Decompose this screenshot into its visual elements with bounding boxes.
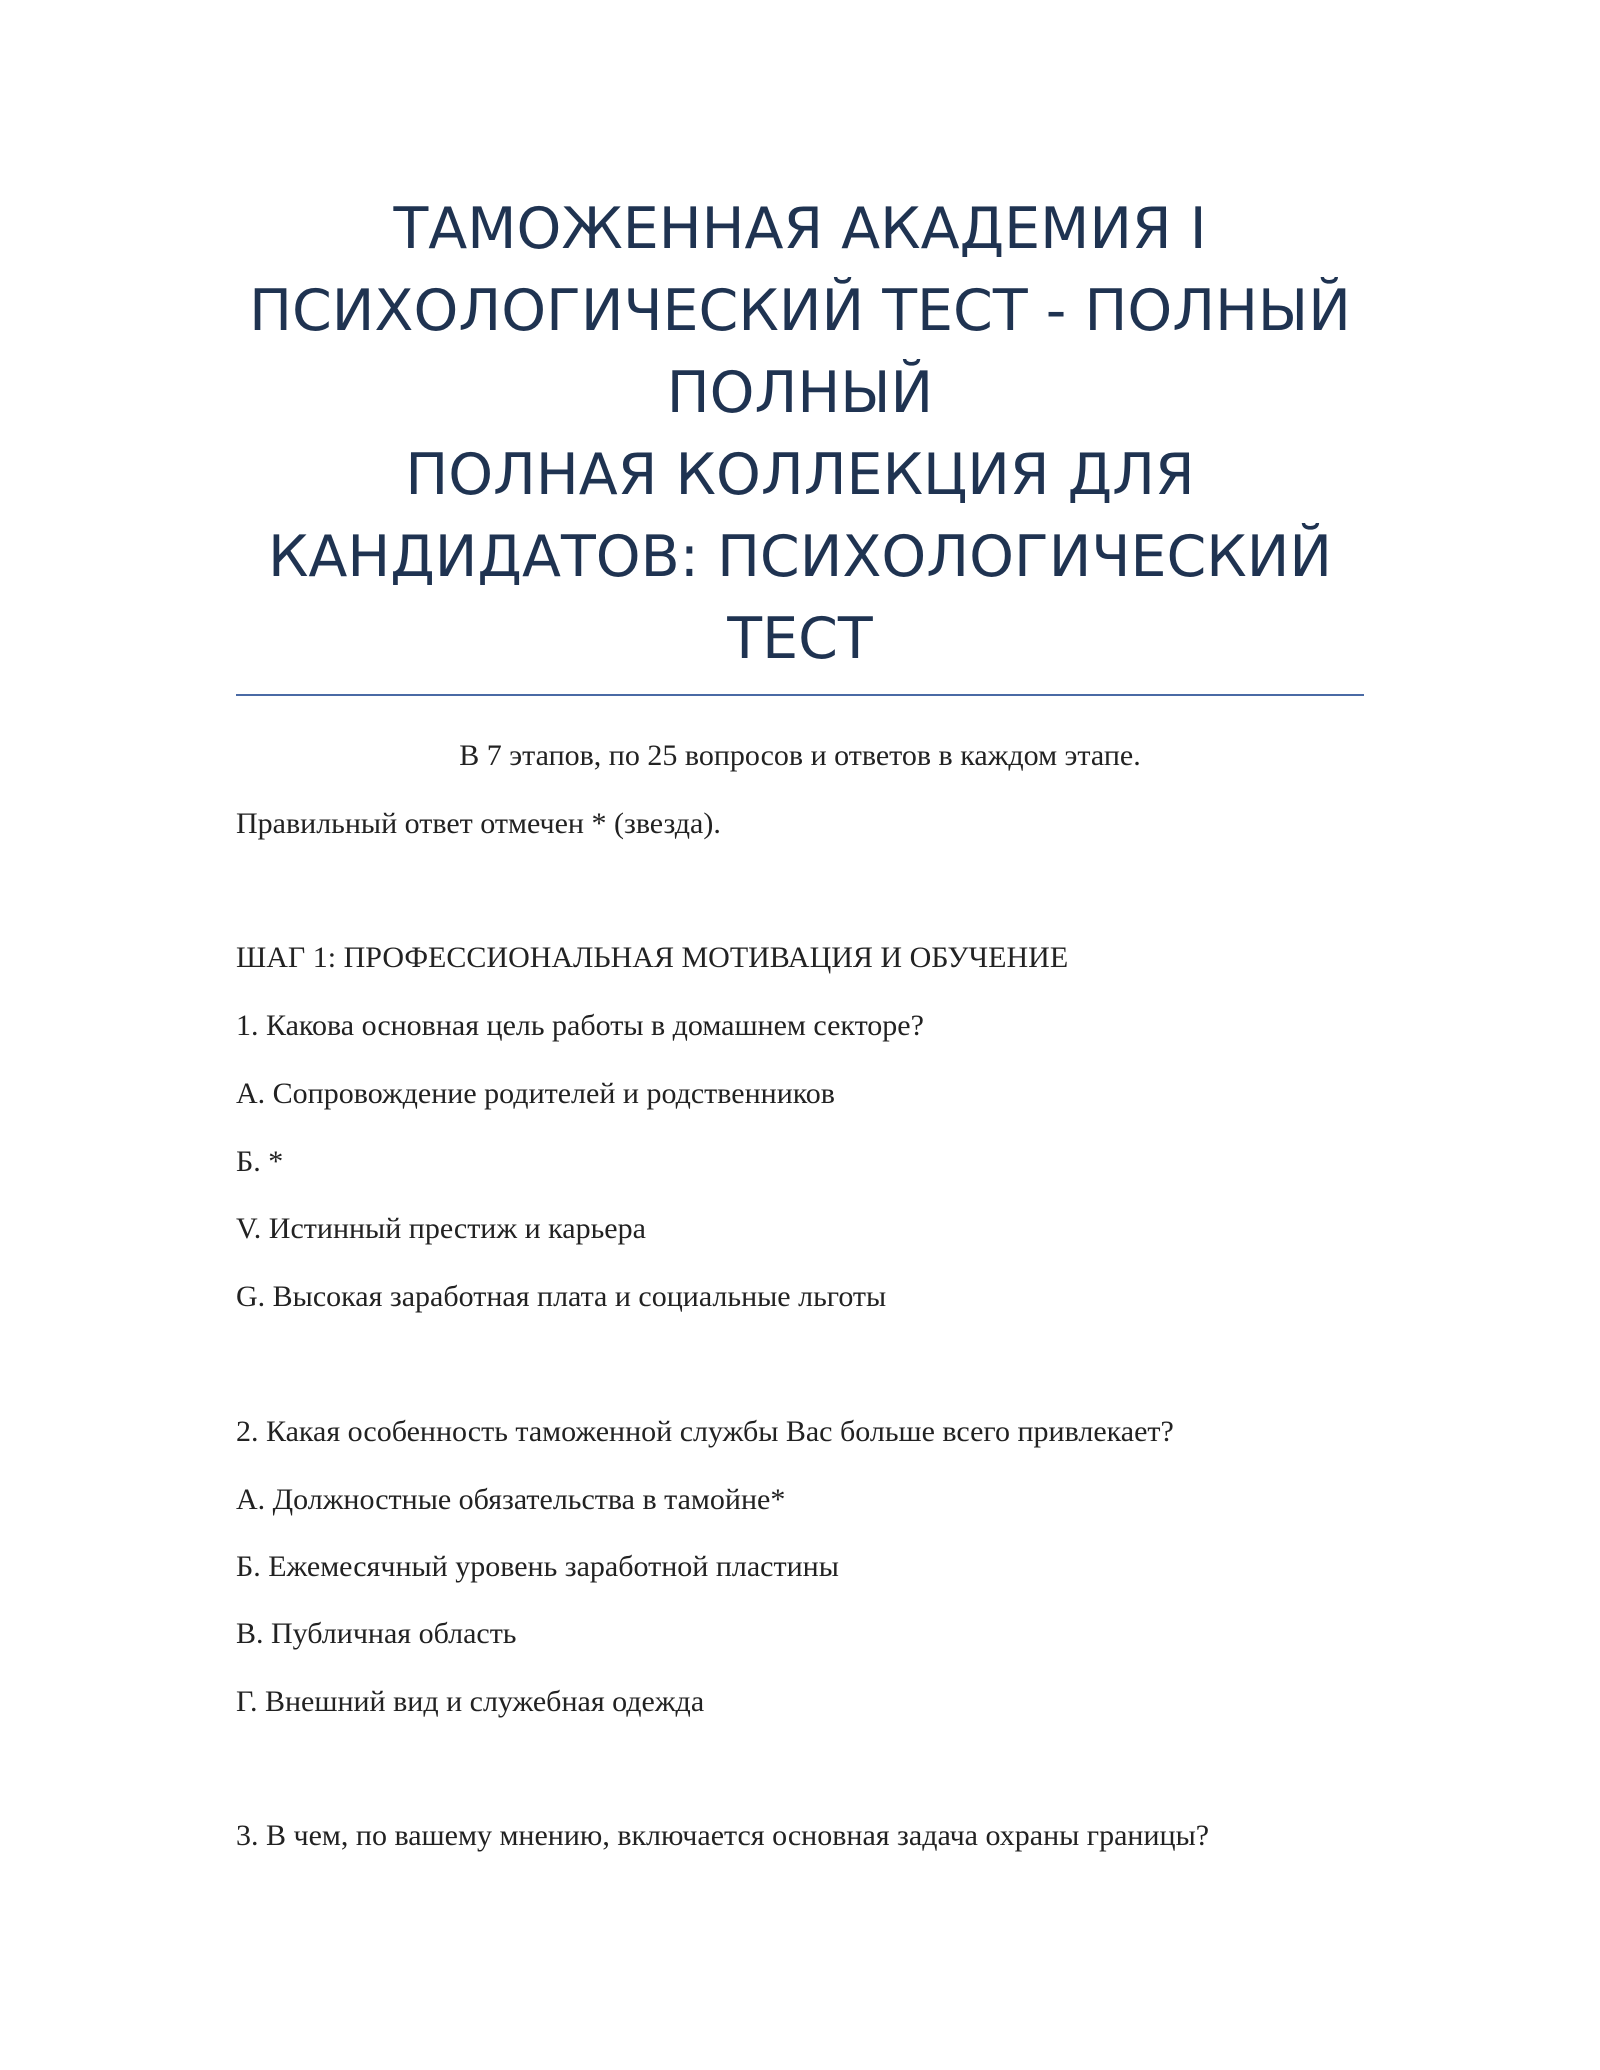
question-text: 1. Какова основная цель работы в домашнем секторе? — [236, 1009, 924, 1042]
title-line: ТЕСТ — [727, 606, 873, 672]
answer-option: Г. Внешний вид и служебная одежда — [236, 1685, 705, 1718]
answer-option: Б. * — [236, 1145, 284, 1178]
intro-stages: В 7 этапов, по 25 вопросов и ответов в каждом этапе. — [459, 739, 1141, 772]
answer-option: V. Истинный престиж и карьера — [236, 1212, 646, 1245]
title-divider — [236, 694, 1364, 696]
answer-option: В. Публичная область — [236, 1617, 517, 1650]
document-title — [236, 188, 1364, 680]
question-text: 2. Какая особенность таможенной службы Вас больше всего привлекает? — [236, 1415, 1174, 1448]
answer-option: Б. Ежемесячный уровень заработной пластины — [236, 1550, 839, 1583]
title-line: КАНДИДАТОВ: ПСИХОЛОГИЧЕСКИЙ — [267, 524, 1333, 590]
title-line: ПОЛНАЯ КОЛЛЕКЦИЯ ДЛЯ — [405, 442, 1195, 508]
intro-note: Правильный ответ отмечен * (звезда). — [236, 807, 721, 840]
answer-option: G. Высокая заработная плата и социальные льготы — [236, 1280, 887, 1313]
question-text: 3. В чем, по вашему мнению, включается основная задача охраны границы? — [236, 1819, 1210, 1852]
answer-option: А. Должностные обязательства в тамойне* — [236, 1483, 786, 1516]
answer-option: А. Сопровождение родителей и родственников — [236, 1077, 835, 1110]
step-heading: ШАГ 1: ПРОФЕССИОНАЛЬНАЯ МОТИВАЦИЯ И ОБУЧЕНИЕ — [236, 941, 1069, 974]
title-line: ТАМОЖЕННАЯ АКАДЕМИЯ I — [393, 196, 1207, 262]
title-line: ПСИХОЛОГИЧЕСКИЙ ТЕСТ - ПОЛНЫЙ — [249, 278, 1351, 344]
title-line: ПОЛНЫЙ — [666, 360, 934, 426]
